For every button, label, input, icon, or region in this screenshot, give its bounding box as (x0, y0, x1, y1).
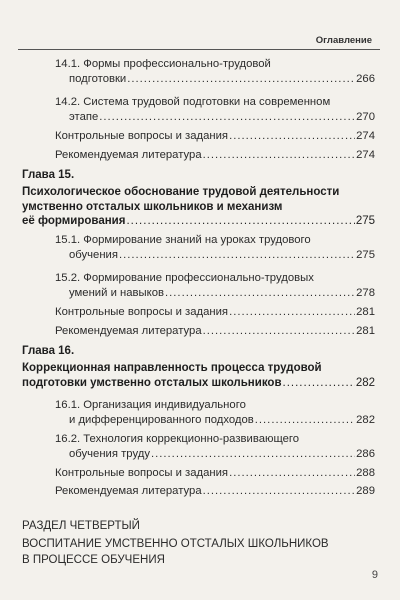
header-rule (18, 49, 380, 50)
leader-dots (126, 214, 354, 229)
leader-dots (203, 148, 356, 163)
toc-entry-line: 15.1. Формирование знаний на уроках трудового (55, 234, 311, 246)
toc-entry-text: обучения (69, 249, 118, 261)
toc-page-number: 266 (356, 73, 375, 85)
toc-entry-line: 16.1. Организация индивидуального (55, 399, 246, 411)
toc-entry (55, 398, 375, 428)
toc-entry-line (55, 110, 375, 125)
leader-dots (229, 129, 355, 144)
leader-dots (203, 484, 356, 499)
toc-entry-text: этапе (69, 111, 99, 123)
toc-entry-text: и дифференцированного подходов (69, 414, 254, 426)
leader-dots (151, 447, 355, 462)
toc-entry (55, 324, 375, 339)
leader-dots (119, 248, 355, 263)
chapter-title (22, 361, 375, 391)
toc-entry (55, 432, 375, 462)
leader-dots (127, 72, 355, 87)
toc-entry-line (55, 447, 375, 462)
toc-entry (55, 57, 375, 87)
toc-entry-line (55, 148, 375, 163)
toc-entry-text: Контрольные вопросы и задания (55, 130, 229, 142)
running-header: Оглавление (315, 35, 372, 46)
toc-page-number: 274 (356, 130, 375, 142)
leader-dots (229, 466, 355, 481)
toc-page-number: 278 (356, 287, 375, 299)
toc-entry (55, 484, 375, 499)
toc-entry-line (55, 305, 375, 320)
toc-entry-line: 14.1. Формы профессионально-трудовой (55, 58, 271, 70)
toc-entry-text: Контрольные вопросы и задания (55, 467, 229, 479)
toc-entry-text: Рекомендуемая литература (55, 325, 202, 337)
toc-entry (55, 129, 375, 144)
toc-entry-line: 14.2. Система трудовой подготовки на современном (55, 96, 331, 108)
toc-page-number: 288 (356, 467, 375, 479)
toc-entry-line: 15.2. Формирование профессионально-трудовых (55, 272, 314, 284)
toc-entry-line (55, 324, 375, 339)
leader-dots (203, 324, 356, 339)
toc-entry (55, 271, 375, 301)
toc-entry (55, 95, 375, 125)
toc-entry-line (55, 72, 375, 87)
toc-entry-text: Рекомендуемая литература (55, 149, 202, 161)
toc-page-number: 281 (356, 306, 375, 318)
leader-dots (99, 110, 355, 125)
section-title-line: ВОСПИТАНИЕ УМСТВЕННО ОТСТАЛЫХ ШКОЛЬНИКОВ (22, 538, 329, 550)
toc-entry-line (55, 466, 375, 481)
chapter-title-line: Коррекционная направленность процесса трудовой (22, 362, 322, 374)
chapter-title-text: подготовки умственно отсталых школьников (22, 377, 282, 389)
toc-page-number: 282 (356, 414, 375, 426)
toc-page-number: 275 (356, 249, 375, 261)
toc-entry-text: умений и навыков (69, 287, 165, 299)
toc-entry-line (55, 286, 375, 301)
chapter-title (22, 185, 375, 229)
leader-dots (229, 305, 355, 320)
toc-page-number: 274 (356, 149, 375, 161)
leader-dots (255, 413, 355, 428)
toc-entry-text: Контрольные вопросы и задания (55, 306, 229, 318)
toc-page-number: 281 (356, 325, 375, 337)
toc-entry-line (55, 484, 375, 499)
toc-entry-line: 16.2. Технология коррекционно-развивающего (55, 433, 300, 445)
chapter-label: Глава 15. (22, 169, 75, 181)
chapter-page-number: 282 (355, 377, 375, 389)
leader-dots (165, 286, 355, 301)
page-number: 9 (371, 569, 378, 581)
toc-entry-text: обучения труду (69, 448, 150, 460)
leader-dots (283, 376, 355, 391)
toc-entry-line (55, 413, 375, 428)
toc-entry-line (55, 129, 375, 144)
chapter-title-line: умственно отсталых школьников и механизм (22, 200, 283, 213)
toc-entry-text: Рекомендуемая литература (55, 485, 202, 497)
chapter-title-text: её формирования (22, 215, 126, 227)
toc-page-number: 270 (356, 111, 375, 123)
toc-entry (55, 305, 375, 320)
toc-entry (55, 233, 375, 263)
chapter-label: Глава 16. (22, 345, 75, 357)
toc-page-number: 289 (356, 485, 375, 497)
chapter-title-line: Психологическое обоснование трудовой деятельности (22, 186, 340, 198)
toc-entry (55, 148, 375, 163)
toc-entry (55, 466, 375, 481)
chapter-title-line (22, 376, 375, 391)
chapter-page-number: 275 (355, 215, 375, 227)
toc-entry-line (55, 248, 375, 263)
section-label: РАЗДЕЛ ЧЕТВЕРТЫЙ (22, 520, 140, 532)
toc-page-number: 286 (356, 448, 375, 460)
toc-entry-text: подготовки (69, 73, 127, 85)
section-title-line: В ПРОЦЕССЕ ОБУЧЕНИЯ (22, 554, 165, 566)
chapter-title-line (22, 214, 375, 229)
